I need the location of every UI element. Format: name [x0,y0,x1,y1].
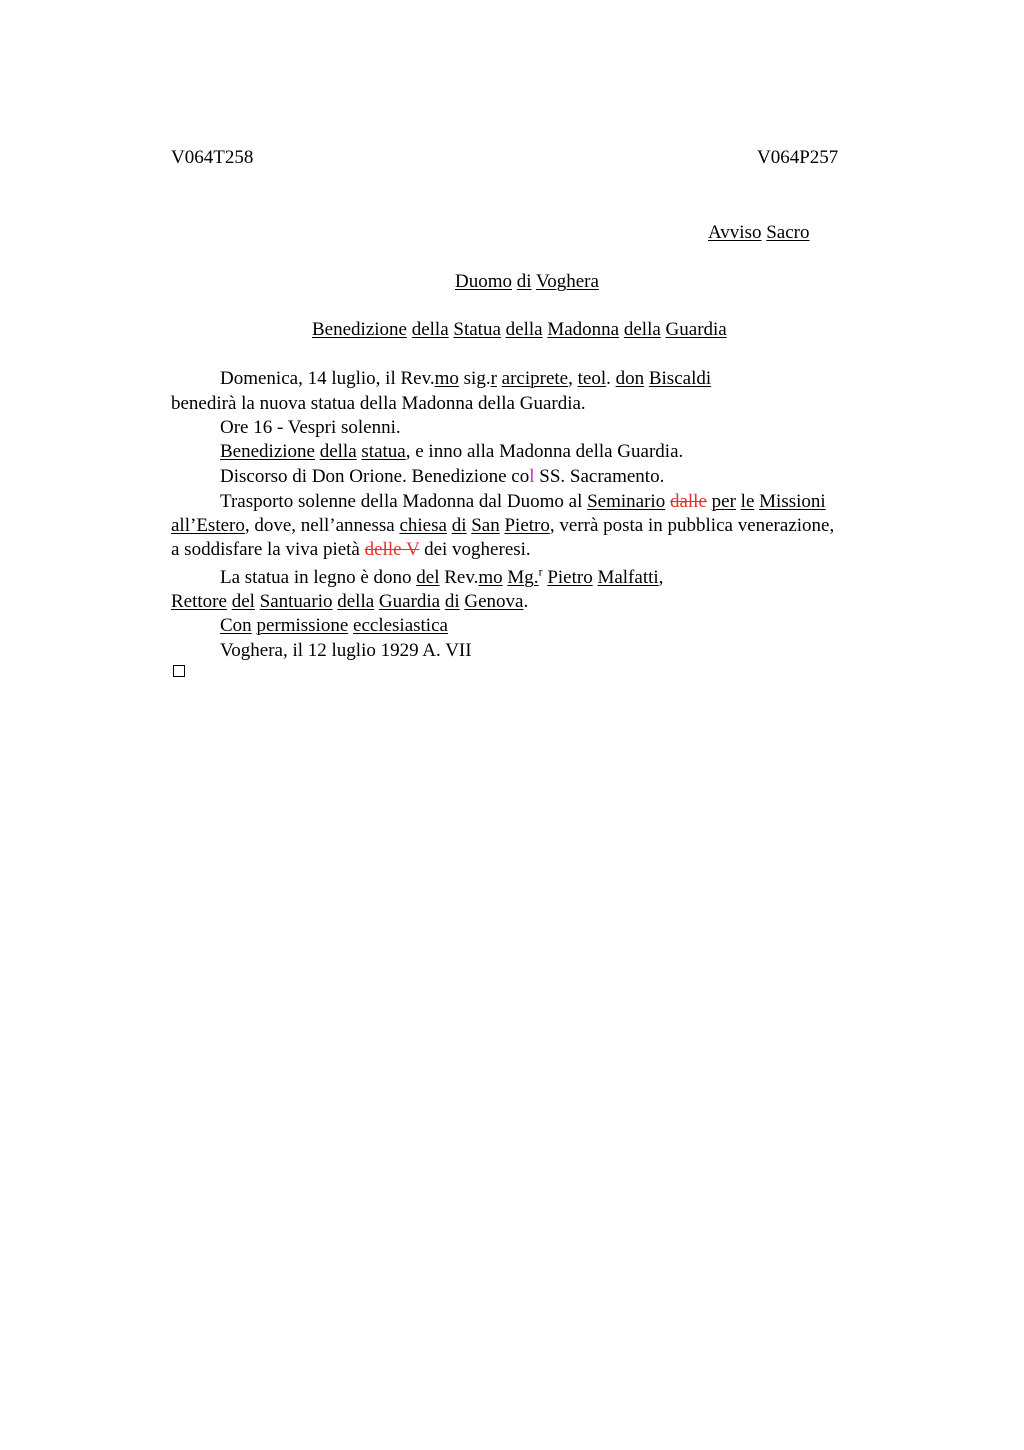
checkbox-square-icon [173,665,185,677]
deleted-text: dalle [669,491,707,512]
deleted-text: delle V [364,539,420,560]
body-line-1: Domenica, 14 luglio, il Rev.mo sig.r arciprete, teol. don Biscaldi [220,368,712,389]
body-line-7: all’Estero, dove, nell’annessa chiesa di San Pietro, verrà posta in pubblica venerazione, [171,515,835,536]
document-code-right: V064P257 [757,147,839,168]
document-code-left: V064T258 [171,147,254,168]
notice-heading: Avviso Sacro [708,222,810,243]
body-line-3: Ore 16 - Vespri solenni. [220,417,401,438]
body-line-12: Voghera, il 12 luglio 1929 A. VII [220,640,472,661]
church-heading: Duomo di Voghera [455,271,599,292]
body-line-2: benedirà la nuova statua della Madonna della Guardia. [171,393,586,414]
document-title: Benedizione della Statua della Madonna della Guardia [312,319,727,340]
body-line-8: a soddisfare la viva pietà delle V dei vogheresi. [171,539,531,560]
body-line-9: La statua in legno è dono del Rev.mo Mg.$^r$ Pietro Malfatti, [220,564,664,588]
body-line-10: Rettore del Santuario della Guardia di Genova. [171,591,529,612]
body-line-5: Discorso di Don Orione. Benedizione col SS. Sacramento. [220,466,665,487]
body-line-11: Con permissione ecclesiastica [220,615,448,636]
inserted-letter: l [529,466,535,487]
body-line-4: Benedizione della statua, e inno alla Madonna della Guardia. [220,441,684,462]
body-line-6: Trasporto solenne della Madonna dal Duomo al Seminario dalle per le Missioni [220,491,826,512]
